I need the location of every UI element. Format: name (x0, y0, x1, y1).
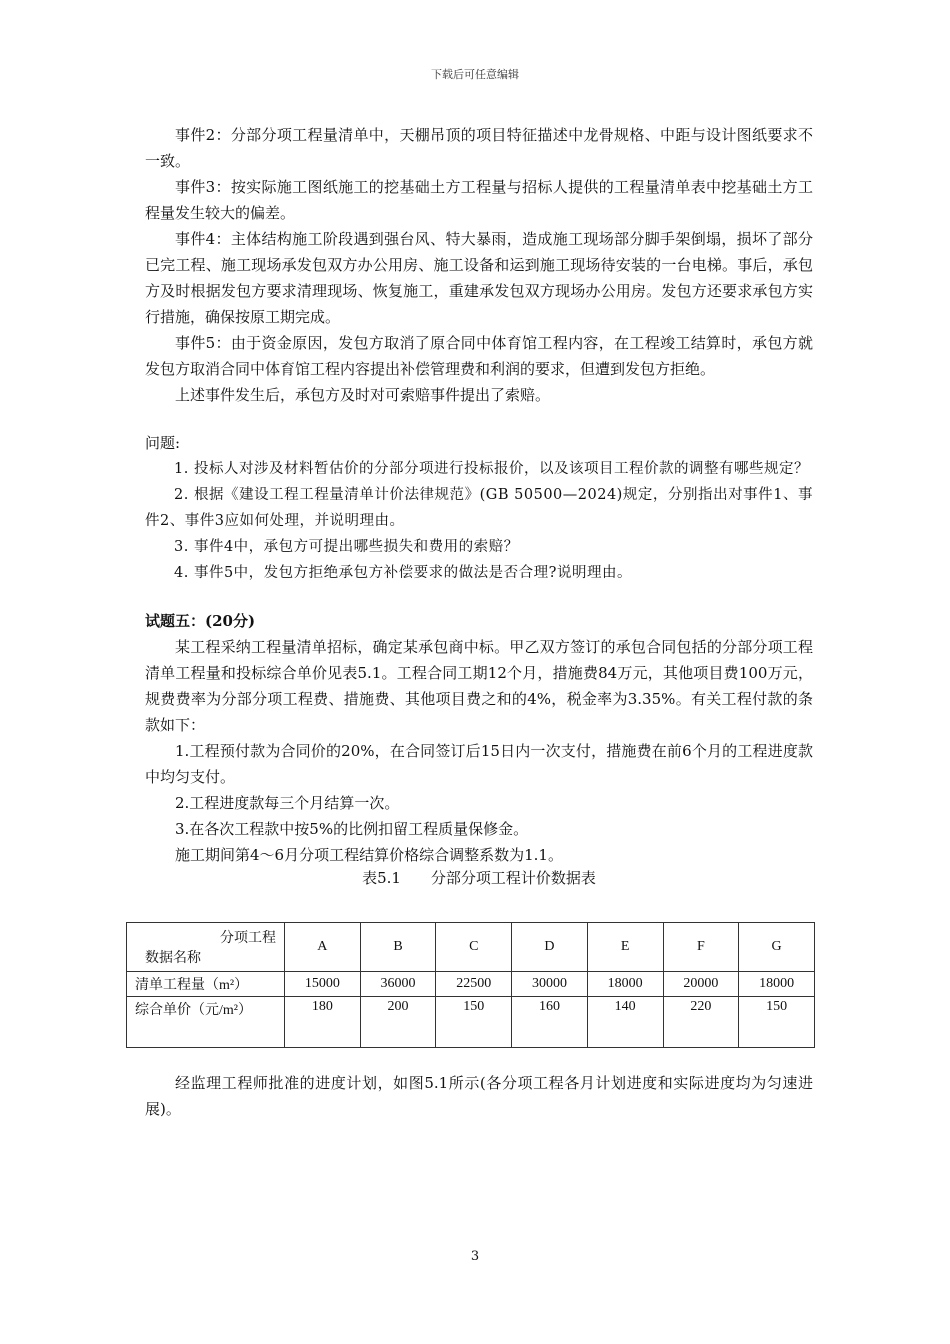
schedule-text: 经监理工程师批准的进度计划，如图5.1所示(各分项工程各月计划进度和实际进度均为匀速进展)。 (145, 1074, 813, 1118)
pricing-table (126, 922, 815, 1048)
table-row (127, 997, 815, 1048)
event-4: 事件4：主体结构施工阶段遇到强台风、特大暴雨，造成施工现场部分脚手架倒塌，损坏了部分已完工程、施工现场承发包双方办公用房、施工设备和运到施工现场待安装的一台电梯。事后，承包方及时根据发包方要求清理现场、恢复施工，重建承发包双方现场办公用房。发包方还要求承包方实行措施，确保按原工期完成。 (145, 230, 813, 326)
column-header: D (512, 923, 588, 972)
table-cell: 150 (739, 997, 815, 1048)
claim-summary: 上述事件发生后，承包方及时对可索赔事件提出了索赔。 (175, 386, 551, 404)
schedule-note (145, 1070, 813, 1122)
table-row (127, 972, 815, 997)
row-label: 清单工程量（m²） (127, 972, 285, 997)
table-cell: 220 (663, 997, 739, 1048)
section-intro: 某工程采纳工程量清单招标，确定某承包商中标。甲乙双方签订的承包合同包括的分部分项工程清单工程量和投标综合单价见表5.1。工程合同工期12个月，措施费84万元，其他项目费100万元，规费费率为分部分项工程费、措施费、其他项目费之和的4%，税金率为3.35%。有关工程付款的条款如下： (145, 638, 813, 734)
table-cell: 30000 (512, 972, 588, 997)
table-cell: 180 (285, 997, 361, 1048)
event-3: 事件3：按实际施工图纸施工的挖基础土方工程量与招标人提供的工程量清单表中挖基础土方工程量发生较大的偏差。 (145, 178, 813, 222)
table-header-row (127, 923, 815, 972)
column-header: A (285, 923, 361, 972)
table-cell: 15000 (285, 972, 361, 997)
payment-clause-2: 2.工程进度款每三个月结算一次。 (175, 794, 400, 812)
section-title: 试题五：(20分) (145, 612, 256, 630)
question-4: 4. 事件5中，发包方拒绝承包方补偿要求的做法是否合理?说明理由。 (174, 565, 632, 581)
question-1: 1. 投标人对涉及材料暂估价的分部分项进行投标报价，以及该项目工程价款的调整有哪些规定？ (174, 461, 809, 477)
table-cell: 36000 (360, 972, 436, 997)
payment-clause-3: 3.在各次工程款中按5%的比例扣留工程质量保修金。 (175, 820, 529, 838)
table-cell: 22500 (436, 972, 512, 997)
column-header: C (436, 923, 512, 972)
table-corner-cell (127, 923, 285, 972)
row-label: 综合单价（元/m²） (127, 997, 285, 1048)
table-cell: 20000 (663, 972, 739, 997)
question-2: 2. 根据《建设工程工程量清单计价法律规范》(GB 50500—2024)规定，分别指出对事件1、事件2、事件3应如何处理，并说明理由。 (145, 487, 813, 529)
column-header: F (663, 923, 739, 972)
column-header: G (739, 923, 815, 972)
table-cell: 200 (360, 997, 436, 1048)
question-3: 3. 事件4中，承包方可提出哪些损失和费用的索赔？ (174, 539, 519, 555)
event-2: 事件2：分部分项工程量清单中，天棚吊顶的项目特征描述中龙骨规格、中距与设计图纸要求不一致。 (145, 126, 813, 170)
payment-clause-1: 1.工程预付款为合同价的20%，在合同签订后15日内一次支付，措施费在前6个月的工程进度款中均匀支付。 (145, 742, 813, 786)
table-cell: 18000 (587, 972, 663, 997)
table-cell: 150 (436, 997, 512, 1048)
column-header: E (587, 923, 663, 972)
table-cell: 160 (512, 997, 588, 1048)
table-cell: 18000 (739, 972, 815, 997)
corner-bottom-label: 数据名称 (145, 951, 201, 966)
table-cell: 140 (587, 997, 663, 1048)
column-header: B (360, 923, 436, 972)
corner-top-label: 分项工程 (220, 931, 276, 946)
page-number: 3 (470, 1249, 480, 1264)
page-header: 下载后可任意编辑 (431, 68, 519, 81)
event-5: 事件5：由于资金原因，发包方取消了原合同中体育馆工程内容，在工程竣工结算时，承包方就发包方取消合同中体育馆工程内容提出补偿管理费和利润的要求，但遭到发包方拒绝。 (145, 334, 813, 378)
table-caption: 表5.1 分部分项工程计价数据表 (362, 869, 596, 887)
questions-title: 问题: (145, 434, 181, 452)
adjustment-note: 施工期间第4～6月分项工程结算价格综合调整系数为1.1。 (175, 846, 563, 864)
main-content (145, 122, 813, 888)
